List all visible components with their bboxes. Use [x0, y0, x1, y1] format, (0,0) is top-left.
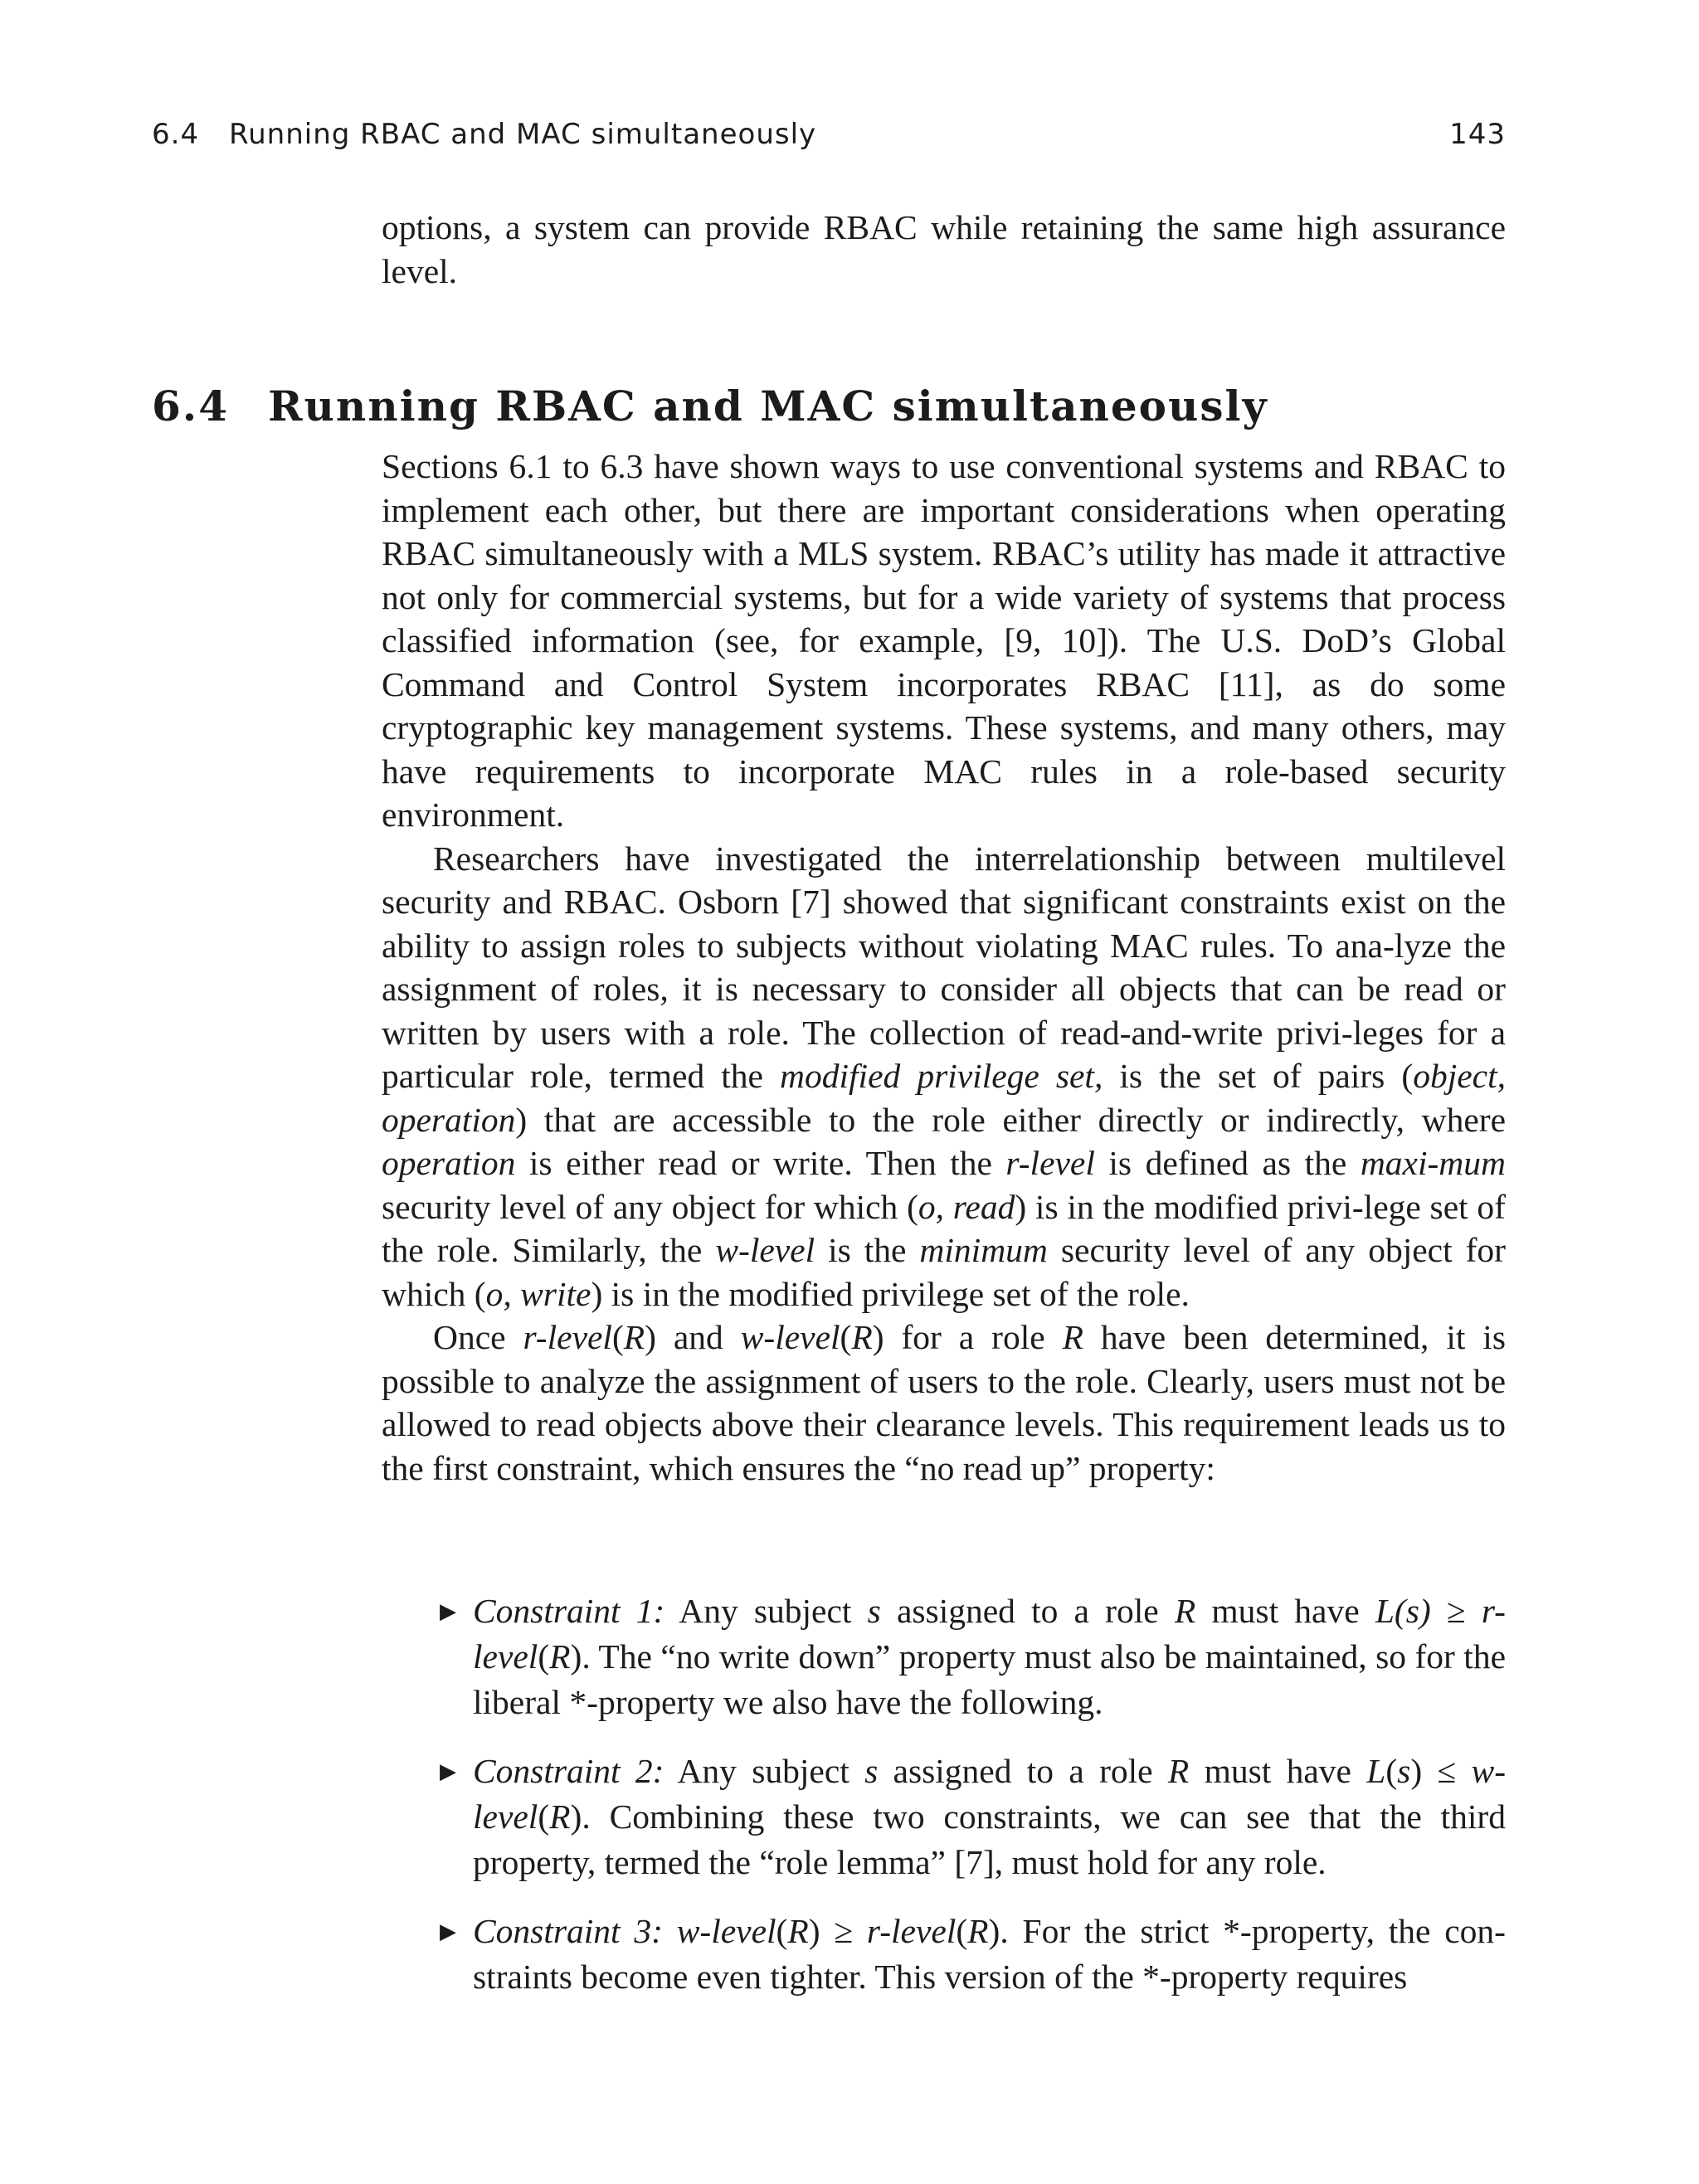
italic-term: r-level	[1005, 1144, 1095, 1182]
bullet-icon: ▶	[440, 1919, 456, 1943]
text-run: (	[611, 1318, 624, 1356]
paragraph-2	[382, 837, 1506, 1316]
text-run: Any subject	[665, 1592, 868, 1630]
text-run: Researchers have investigated the interrelationship between multilevel security and RBAC. Osborn [7] showed that significant constraints exist on the ability to assign roles to subjects without violating MAC rules. To ana-lyze the assignment of roles, it is necessary to consider all objects that can be read or written by users with a role. The collection of read-and-write privi-leges for a particular role, termed the	[382, 839, 1506, 1095]
paragraph-3	[382, 1316, 1506, 1490]
text-run: ). Combining these two constraints, we can see that the third property, termed the “role lemma” [7], must hold for any role.	[473, 1797, 1506, 1881]
section-heading-title: Running RBAC and MAC simultaneously	[268, 382, 1268, 430]
text-run: is defined as the	[1094, 1144, 1361, 1182]
italic-term: s	[1397, 1752, 1411, 1790]
italic-term: R	[851, 1318, 873, 1356]
section-body	[382, 445, 1506, 1490]
text-run: must have	[1195, 1592, 1375, 1630]
text-run: is the	[815, 1231, 920, 1269]
italic-term: modified privilege set,	[780, 1057, 1103, 1095]
constraint-1	[382, 1588, 1506, 1725]
italic-term: R	[967, 1912, 989, 1950]
running-head-section-title: Running RBAC and MAC simultaneously	[229, 118, 817, 151]
constraint-2	[382, 1749, 1506, 1885]
text-run: (	[840, 1318, 852, 1356]
italic-term: r-level	[866, 1912, 957, 1950]
text-run: ) and	[645, 1318, 741, 1356]
italic-term: r-level	[473, 1592, 1506, 1676]
text-run: security level of any object for which (	[382, 1187, 918, 1226]
text-run: assigned to a role	[880, 1592, 1175, 1630]
italic-term: o, write	[485, 1274, 591, 1313]
text-run: ) for a role	[872, 1318, 1063, 1356]
carryover-block	[382, 206, 1506, 293]
text-run: (	[1385, 1752, 1398, 1790]
text-run: is either read or write. Then the	[515, 1144, 1006, 1182]
italic-term: minimum	[919, 1231, 1048, 1269]
text-run: have been determined, it is possible to analyze the assignment of users to the role. Clearly, users must not be allowed to read objects above their clearance levels. This requirement leads us to the first constraint, which ensures the “no read up” property:	[382, 1318, 1506, 1487]
text-run: (	[956, 1912, 968, 1950]
italic-term: R	[1167, 1752, 1190, 1790]
paragraph-1: Sections 6.1 to 6.3 have shown ways to use conventional systems and RBAC to implement each other, but there are important considerations when operating RBAC simultaneously with a MLS system. RBAC’s utility has made it attractive not only for commercial systems, but for a wide variety of systems that process classified information (see, for example, [9, 10]). The U.S. DoD’s Global Command and Control System incorporates RBAC [11], as do some cryptographic key management systems. These systems, and many others, may have requirements to incorporate MAC rules in a role-based security environment.	[382, 447, 1506, 834]
italic-term: L	[1366, 1752, 1386, 1790]
italic-term: L(s)	[1375, 1592, 1431, 1630]
italic-term: w-level	[473, 1752, 1507, 1836]
italic-term: R	[1174, 1592, 1196, 1630]
italic-term: s	[864, 1752, 879, 1790]
carryover-paragraph: options, a system can provide RBAC while retaining the same high assurance level.	[382, 208, 1506, 290]
text-run: security level of any object for which (	[382, 1231, 1506, 1313]
italic-term: o, read	[918, 1187, 1015, 1226]
text-run: must have	[1189, 1752, 1367, 1790]
text-run: (	[776, 1912, 788, 1950]
text-run: ) that are accessible to the role either directly or indirectly, where	[515, 1100, 1506, 1139]
italic-term: R	[549, 1637, 571, 1676]
constraint-label: Constraint 1:	[473, 1592, 665, 1630]
italic-term: operation	[382, 1144, 516, 1182]
text-run: (	[538, 1797, 550, 1836]
text-run: ) ≥	[808, 1912, 867, 1950]
running-head-section-number: 6.4	[152, 118, 200, 151]
text-run: Once	[433, 1318, 523, 1356]
constraint-label: Constraint 3:	[473, 1912, 663, 1950]
section-heading-number: 6.4	[152, 382, 229, 430]
text-run: assigned to a role	[878, 1752, 1168, 1790]
text-run: ). For the strict *-property, the con-straints become even tighter. This version of the *-property requires	[473, 1912, 1506, 1996]
italic-term: R	[787, 1912, 809, 1950]
text-run: (	[538, 1637, 550, 1676]
constraint-list	[382, 1588, 1506, 2023]
italic-term: R	[623, 1318, 645, 1356]
running-head	[152, 118, 1506, 159]
italic-term: r-level	[523, 1318, 612, 1356]
bullet-icon: ▶	[440, 1759, 456, 1783]
constraint-3	[382, 1909, 1506, 2000]
italic-term: R	[549, 1797, 571, 1836]
text-run: ≥	[1430, 1592, 1482, 1630]
page-number: 143	[1449, 118, 1506, 151]
italic-term: object, operation	[382, 1057, 1506, 1139]
italic-term: R	[1062, 1318, 1083, 1356]
text-run: ) ≤	[1410, 1752, 1472, 1790]
text-run	[663, 1912, 677, 1950]
text-run: ) is in the modified privi-lege set of the role. Similarly, the	[382, 1187, 1506, 1269]
text-run: ). The “no write down” property must also be maintained, so for the liberal *-property we also have the following.	[473, 1637, 1506, 1721]
text-run: Any subject	[664, 1752, 865, 1790]
italic-term: w-level	[740, 1318, 840, 1356]
italic-term: s	[867, 1592, 881, 1630]
text-run: ) is in the modified privilege set of the role.	[591, 1274, 1190, 1313]
text-run: is the set of pairs (	[1103, 1057, 1414, 1095]
italic-term: w-level	[715, 1231, 815, 1269]
italic-term: w-level	[676, 1912, 776, 1950]
italic-term: maxi-mum	[1360, 1144, 1506, 1182]
bullet-icon: ▶	[440, 1599, 456, 1623]
constraint-label: Constraint 2:	[473, 1752, 665, 1790]
